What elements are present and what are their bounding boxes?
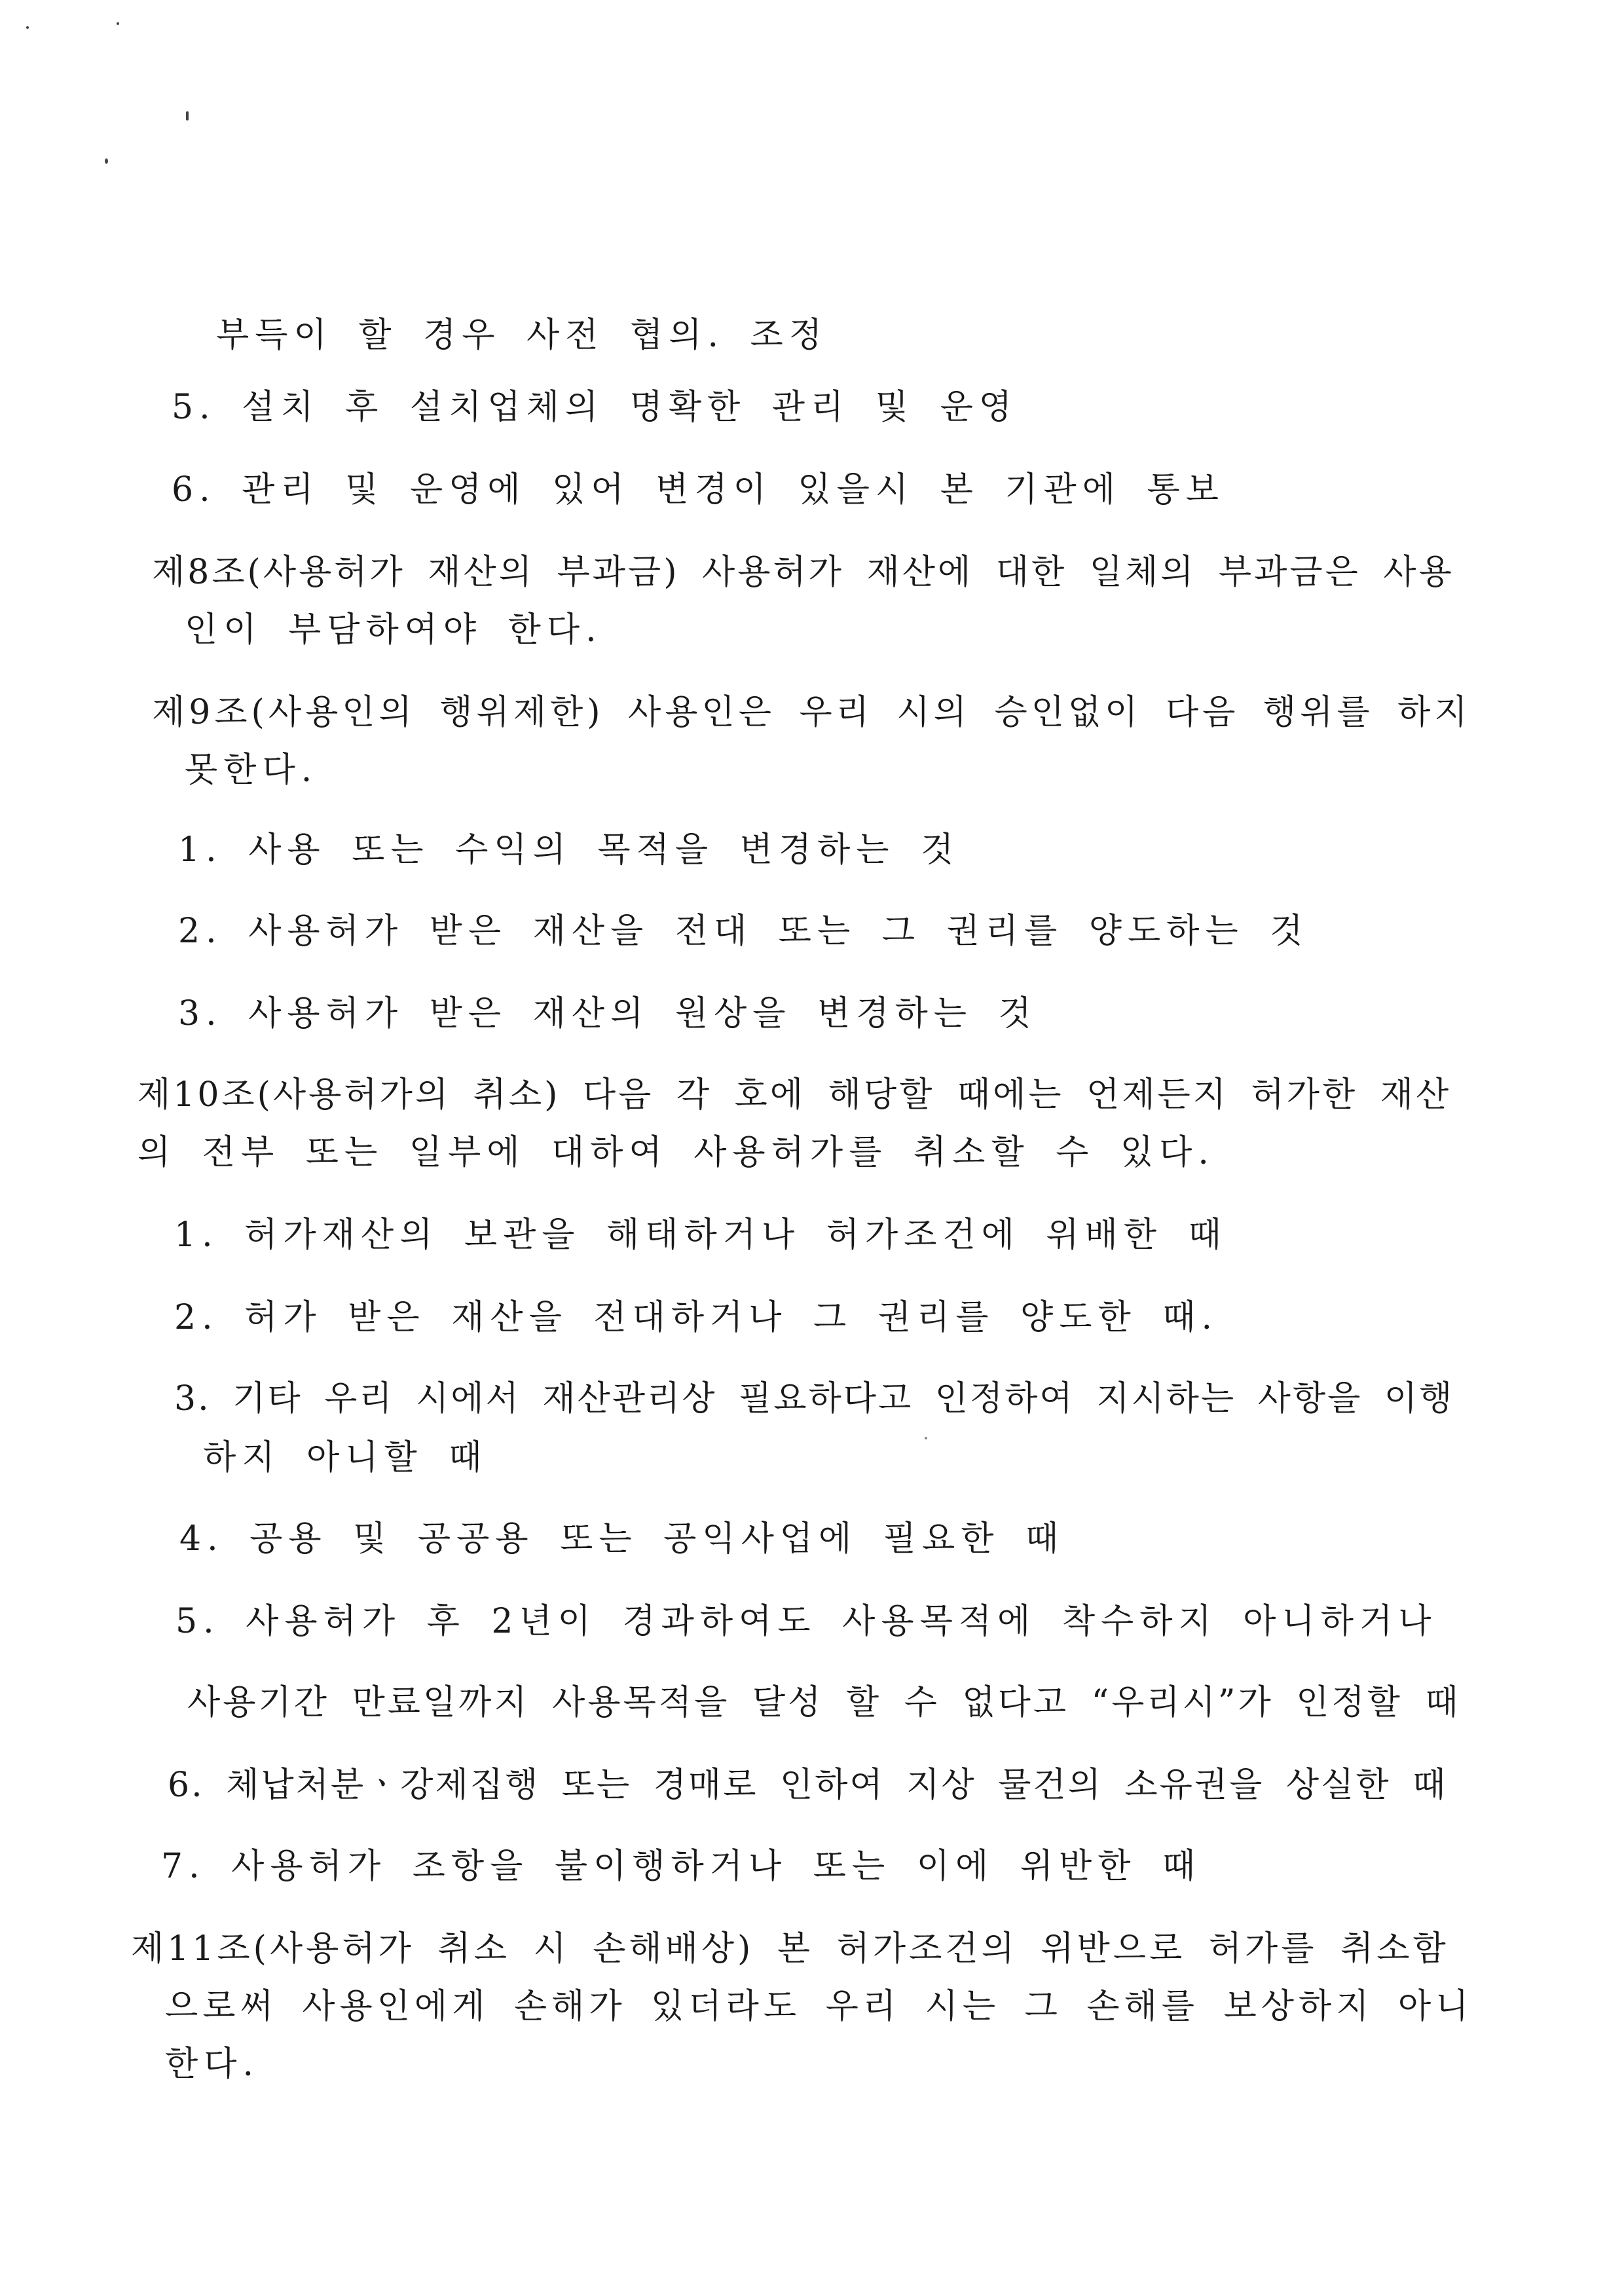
list-item: 5. 설치 후 설치업체의 명확한 관리 및 운영 xyxy=(172,388,1018,427)
scan-speck xyxy=(925,1437,927,1439)
text-line: 한다. xyxy=(165,2045,259,2084)
text-line: 으로써 사용인에게 손해가 있더라도 우리 시는 그 손해를 보상하지 아니 xyxy=(165,1987,1473,2026)
list-item: 6. 관리 및 운영에 있어 변경이 있을시 본 기관에 통보 xyxy=(172,470,1225,509)
list-item: 3. 기타 우리 시에서 재산관리상 필요하다고 인정하여 지시하는 사항을 이행 xyxy=(174,1379,1454,1418)
text-line: 하지 아니할 때 xyxy=(203,1438,488,1477)
list-item: 5. 사용허가 후 2년이 경과하여도 사용목적에 착수하지 아니하거나 xyxy=(175,1602,1437,1641)
list-item: 1. 사용 또는 수익의 목적을 변경하는 것 xyxy=(178,830,960,870)
list-item: 6. 체납처분ㆍ강제집행 또는 경매로 인하여 지상 물건의 소유권을 상실한 때 xyxy=(168,1766,1448,1805)
list-item: 2. 사용허가 받은 재산을 전대 또는 그 권리를 양도하는 것 xyxy=(178,912,1309,951)
scan-speck xyxy=(117,22,119,25)
list-item: 7. 사용허가 조항을 불이행하거나 또는 이에 위반한 때 xyxy=(161,1847,1202,1886)
text-line: 인이 부담하여야 한다. xyxy=(185,610,602,650)
list-item: 3. 사용허가 받은 재산의 원상을 변경하는 것 xyxy=(178,994,1037,1033)
text-line: 못한다. xyxy=(185,750,318,790)
scan-speck xyxy=(186,111,189,120)
article-8-heading: 제8조(사용허가 재산의 부과금) 사용허가 재산에 대한 일체의 부과금은 사용 xyxy=(152,553,1454,592)
scan-speck xyxy=(26,26,29,29)
list-item: 1. 허가재산의 보관을 해태하거나 허가조건에 위배한 때 xyxy=(174,1215,1227,1255)
list-item: 4. 공용 및 공공용 또는 공익사업에 필요한 때 xyxy=(179,1519,1065,1559)
article-11-heading: 제11조(사용허가 취소 시 손해배상) 본 허가조건의 위반으로 허가를 취소함 xyxy=(131,1929,1449,1969)
text-line: 의 전부 또는 일부에 대하여 사용허가를 취소할 수 있다. xyxy=(138,1133,1215,1172)
article-10-heading: 제10조(사용허가의 취소) 다음 각 호에 해당할 때에는 언제든지 허가한 재산 xyxy=(138,1075,1452,1115)
scan-speck xyxy=(105,158,108,164)
text-line: 부득이 할 경우 사전 협의. 조정 xyxy=(216,316,828,355)
text-line: 사용기간 만료일까지 사용목적을 달성 할 수 없다고 “우리시”가 인정할 때 xyxy=(187,1683,1461,1722)
article-9-heading: 제9조(사용인의 행위제한) 사용인은 우리 시의 승인없이 다음 행위를 하지 xyxy=(152,693,1471,732)
list-item: 2. 허가 받은 재산을 전대하거나 그 권리를 양도한 때. xyxy=(174,1298,1219,1337)
